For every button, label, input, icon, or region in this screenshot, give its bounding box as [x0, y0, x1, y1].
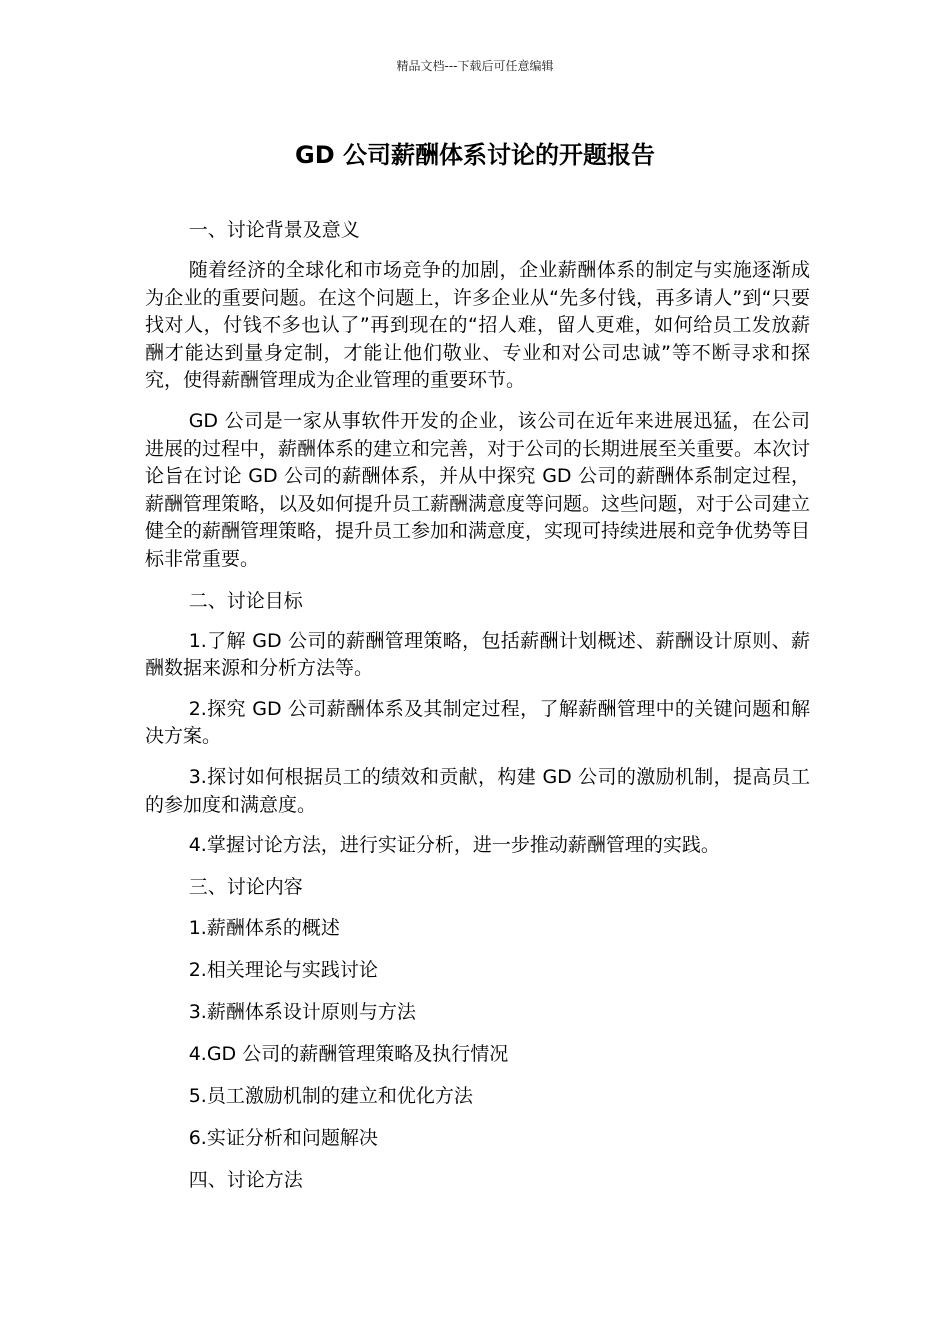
- content-list-item: 4.GD 公司的薪酬管理策略及执行情况: [188, 1042, 509, 1065]
- content-list-item: 5.员工激励机制的建立和优化方法: [188, 1084, 473, 1107]
- section-heading-content: 三、讨论内容: [188, 875, 303, 898]
- document-title: GD 公司薪酬体系讨论的开题报告: [295, 141, 655, 169]
- objective-item: 3.探讨如何根据员工的绩效和贡献，构建 GD 公司的激励机制，提高员工的参加度和满意度。: [145, 765, 810, 816]
- content-list-item: 1.薪酬体系的概述: [188, 916, 340, 939]
- paragraph-company-intro: GD 公司是一家从事软件开发的企业，该公司在近年来进展迅猛，在公司进展的过程中，薪酬体系的建立和完善，对于公司的长期进展至关重要。本次讨论旨在讨论 GD 公司的薪酬体系，并从中探究 GD 公司的薪酬体系制定过程，薪酬管理策略，以及如何提升员工薪酬满意度等问题。这些问题，对于公司建立健全的薪酬管理策略，提升员工参加和满意度，实现可持续进展和竞争优势等目标非常重要。: [145, 409, 811, 570]
- objective-item: 1.了解 GD 公司的薪酬管理策略，包括薪酬计划概述、薪酬设计原则、薪酬数据来源和分析方法等。: [145, 629, 810, 680]
- document-body: [145, 216, 810, 1207]
- section-heading-background: 一、讨论背景及意义: [188, 219, 360, 241]
- objective-item: 2.探究 GD 公司薪酬体系及其制定过程，了解薪酬管理中的关键问题和解决方案。: [145, 697, 810, 748]
- content-list-item: 3.薪酬体系设计原则与方法: [188, 1000, 416, 1023]
- objective-item: 4.掌握讨论方法，进行实证分析，进一步推动薪酬管理的实践。: [188, 834, 720, 857]
- section-heading-methods: 四、讨论方法: [188, 1168, 303, 1191]
- page-header-note: 精品文档---下载后可任意编辑: [396, 59, 554, 73]
- section-heading-objectives: 二、讨论目标: [188, 589, 303, 612]
- paragraph-background: 随着经济的全球化和市场竞争的加剧，企业薪酬体系的制定与实施逐渐成为企业的重要问题。在这个问题上，许多企业从“先多付钱，再多请人”到“只要找对人，付钱不多也认了”再到现在的“招人难，留人更难，如何给员工发放薪酬才能达到量身定制，才能让他们敬业、专业和对公司忠诚”等不断寻求和探究，使得薪酬管理成为企业管理的重要环节。: [145, 259, 810, 392]
- content-list-item: 6.实证分析和问题解决: [188, 1126, 378, 1149]
- content-list-item: 2.相关理论与实践讨论: [188, 958, 378, 981]
